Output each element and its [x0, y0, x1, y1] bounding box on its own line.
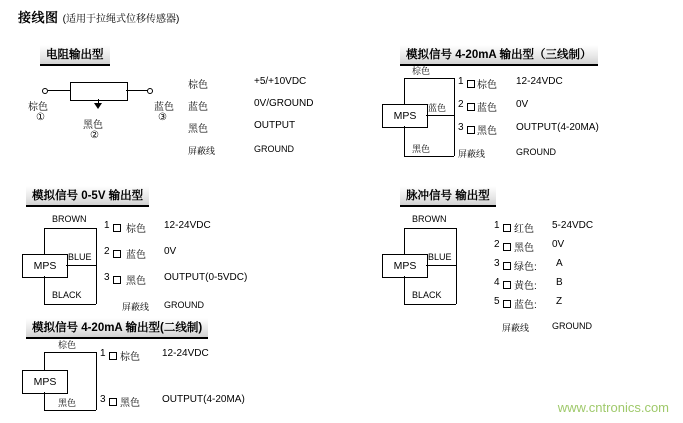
legend-pin: 3 [100, 394, 106, 405]
legend-pin: 2 [104, 246, 110, 257]
legend-value: GROUND [164, 300, 204, 310]
resistive-node-left [42, 88, 48, 94]
section-title-resistive-text: 电阻输出型 [40, 45, 110, 66]
legend-value: OUTPUT [254, 120, 296, 131]
legend-value: OUTPUT(4-20MA) [516, 122, 599, 133]
legend-pin: 1 [494, 220, 500, 231]
legend-name: 蓝色 [126, 250, 146, 261]
legend-value: 12-24VDC [162, 348, 209, 359]
wire-h-brown [404, 78, 454, 79]
wire-label-brown: 棕色 [58, 340, 77, 350]
section-title-0-5v [26, 186, 149, 207]
wire-h-brown [404, 228, 456, 229]
legend-pin: 5 [494, 296, 500, 307]
legend-value: A [556, 258, 563, 269]
wire-label-brown: BROWN [52, 214, 87, 224]
legend-pin: 4 [494, 277, 500, 288]
resistive-label-black: 黑色 [83, 120, 103, 131]
wire-h-black [404, 304, 456, 305]
wire-v-black [44, 276, 45, 304]
resistive-label-brown: 棕色 [28, 102, 48, 113]
section-title-4-20ma-2wire [26, 318, 208, 339]
wire-v-bus [454, 78, 455, 156]
wire-v-brown [44, 228, 45, 254]
page-subtitle-text: (适用于拉绳式位移传感器) [62, 14, 180, 25]
legend-value: 0V [164, 246, 177, 257]
legend-name: 棕色 [126, 224, 146, 235]
page-title-text: 接线图 [18, 10, 59, 25]
wire-h-blue [66, 265, 96, 266]
page-title [18, 7, 179, 26]
diagram-pulse [382, 216, 512, 316]
legend-name: 黑色 [477, 126, 497, 137]
resistive-wiper-stem [98, 99, 99, 104]
mps-box [22, 254, 68, 278]
wire-v-brown [44, 352, 45, 370]
wire-h-brown [44, 352, 96, 353]
resistive-label-blue: 蓝色 [154, 102, 174, 113]
section-title-resistive [40, 45, 110, 66]
terminal-square-icon [503, 262, 511, 270]
legend-name: 红色 [514, 224, 534, 235]
legend-name: 棕色 [120, 352, 140, 363]
wire-label-black: 黑色 [58, 398, 77, 408]
legend-name: 绿色: [514, 262, 537, 273]
wire-h-blue [426, 265, 456, 266]
legend-value: GROUND [552, 321, 592, 331]
mps-box-label: MPS [393, 109, 417, 122]
resistive-resistor-body [70, 82, 128, 101]
wire-h-blue [426, 115, 454, 116]
legend-name: 黑色 [120, 398, 140, 409]
mps-box [382, 254, 428, 278]
wire-label-blue: 蓝色 [428, 103, 447, 113]
legend-value: GROUND [516, 147, 556, 157]
terminal-square-icon [467, 103, 475, 111]
legend-name: 棕色 [477, 80, 497, 91]
terminal-square-icon [503, 243, 511, 251]
legend-value: Z [556, 296, 563, 307]
wire-v-black [44, 392, 45, 410]
legend-value: OUTPUT(0-5VDC) [164, 272, 248, 283]
terminal-square-icon [113, 250, 121, 258]
wire-label-black: BLACK [52, 290, 82, 300]
legend-value: 12-24VDC [164, 220, 211, 231]
legend-name: 黑色 [514, 243, 534, 254]
resistive-wire-left [48, 90, 70, 91]
watermark: www.cntronics.com [557, 400, 669, 415]
terminal-square-icon [503, 224, 511, 232]
mps-box [22, 370, 68, 394]
section-title-4-20ma-3wire-text: 模拟信号 4-20mA 输出型（三线制） [400, 45, 598, 66]
resistive-label-black-num: ② [90, 130, 99, 141]
legend-pin: 1 [100, 348, 106, 359]
legend-name: 蓝色: [514, 300, 537, 311]
legend-name: 蓝色 [477, 103, 497, 114]
legend-value: 0V [516, 99, 529, 110]
legend-name: 黑色 [126, 276, 146, 287]
terminal-square-icon [467, 80, 475, 88]
wire-label-blue: BLUE [428, 252, 452, 262]
mps-box-label: MPS [33, 375, 57, 388]
mps-box-label: MPS [393, 259, 417, 272]
mps-box [382, 104, 428, 128]
section-title-pulse [400, 186, 496, 207]
terminal-square-icon [113, 224, 121, 232]
wire-v-black [404, 126, 405, 156]
legend-name: 屏蔽线 [502, 323, 530, 333]
terminal-square-icon [467, 126, 475, 134]
legend-name: 屏蔽线 [122, 302, 150, 312]
terminal-square-icon [109, 398, 117, 406]
section-title-pulse-text: 脉冲信号 输出型 [400, 186, 496, 207]
resistive-label-brown-num: ① [36, 112, 45, 123]
legend-name: 黄色: [514, 281, 537, 292]
legend-value: 0V [552, 239, 565, 250]
legend-pin: 2 [458, 99, 464, 110]
legend-pin: 1 [104, 220, 110, 231]
wire-h-brown [44, 228, 96, 229]
legend-name: 黑色 [188, 124, 208, 135]
legend-pin: 1 [458, 76, 464, 87]
legend-pin: 3 [458, 122, 464, 133]
wire-v-bus [96, 228, 97, 304]
section-title-0-5v-text: 模拟信号 0-5V 输出型 [26, 186, 149, 207]
legend-value: GROUND [254, 144, 294, 154]
section-title-4-20ma-3wire [400, 45, 598, 66]
legend-value: OUTPUT(4-20MA) [162, 394, 245, 405]
legend-name: 屏蔽线 [458, 149, 486, 159]
mps-box-label: MPS [33, 259, 57, 272]
wire-h-black [44, 304, 96, 305]
legend-value: 12-24VDC [516, 76, 563, 87]
wire-label-brown: BROWN [412, 214, 447, 224]
resistive-label-blue-num: ③ [158, 112, 167, 123]
legend-pin: 2 [494, 239, 500, 250]
wire-label-brown: 棕色 [412, 66, 431, 76]
legend-pin: 3 [494, 258, 500, 269]
terminal-square-icon [109, 352, 117, 360]
wire-h-black [404, 156, 454, 157]
legend-value: B [556, 277, 563, 288]
legend-name: 棕色 [188, 80, 208, 91]
wire-v-brown [404, 78, 405, 104]
resistive-wire-right [126, 90, 148, 91]
legend-pin: 3 [104, 272, 110, 283]
wire-label-black: 黑色 [412, 144, 431, 154]
legend-value: 5-24VDC [552, 220, 594, 231]
legend-value: +5/+10VDC [254, 76, 307, 87]
wire-v-brown [404, 228, 405, 254]
wire-v-bus [96, 352, 97, 410]
wire-v-bus [456, 228, 457, 304]
legend-value: 0V/GROUND [254, 98, 314, 109]
terminal-square-icon [503, 281, 511, 289]
section-title-4-20ma-2wire-text: 模拟信号 4-20mA 输出型(二线制) [26, 318, 208, 339]
terminal-square-icon [113, 276, 121, 284]
terminal-square-icon [503, 300, 511, 308]
wire-h-black [44, 410, 96, 411]
resistive-node-right [147, 88, 153, 94]
legend-name: 屏蔽线 [188, 146, 216, 156]
legend-name: 蓝色 [188, 102, 208, 113]
wire-v-black [404, 276, 405, 304]
wire-label-blue: BLUE [68, 252, 92, 262]
wire-label-black: BLACK [412, 290, 442, 300]
